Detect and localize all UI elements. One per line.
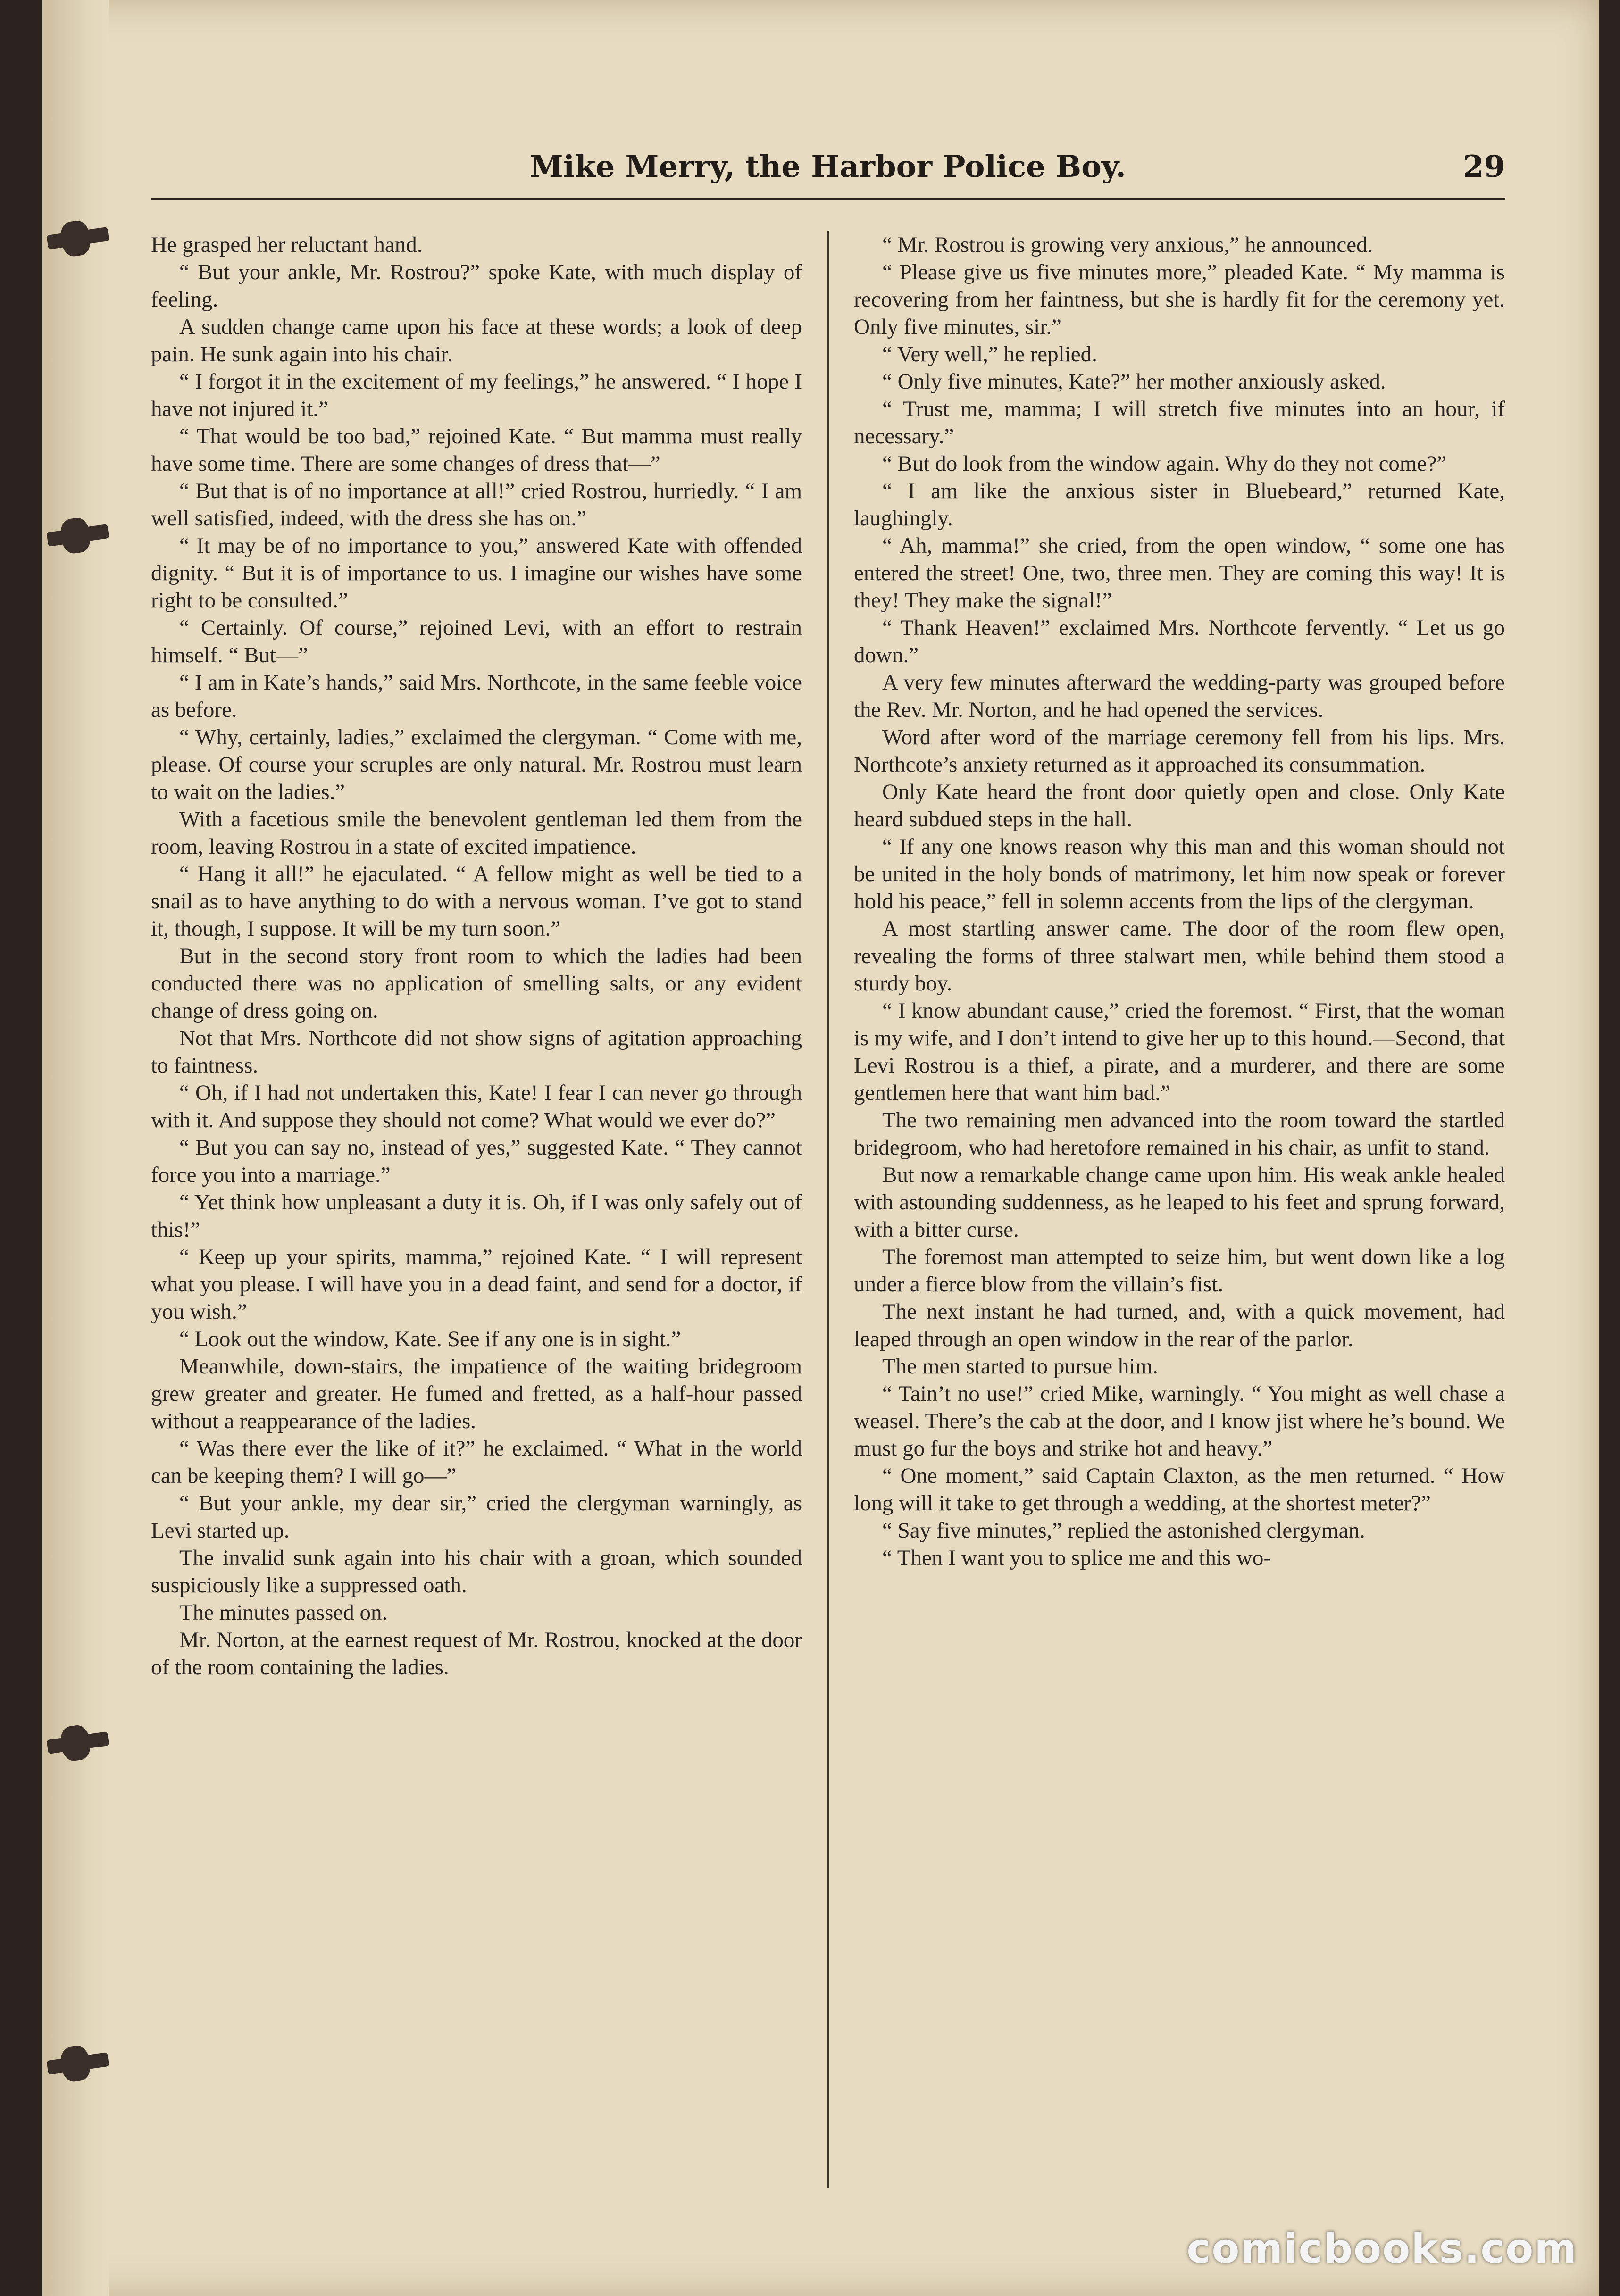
paragraph: “ Then I want you to splice me and this wo-: [882, 1546, 1271, 1570]
paragraph: “ Oh, if I had not undertaken this, Kate! I fear I can never go through with it. And suppose they should not come? What would we ever do?”: [151, 1081, 802, 1132]
paragraph: “ Only five minutes, Kate?” her mother anxiously asked.: [882, 369, 1386, 394]
paragraph: “ One moment,” said Captain Claxton, as the men returned. “ How long will it take to get through a wedding, at the shortest meter?”: [854, 1464, 1505, 1515]
paragraph: “ It may be of no importance to you,” answered Kate with offended dignity. “ But it is of importance to us. I imagine our wishes have some right to be consulted.”: [151, 533, 802, 613]
paragraph: But now a remarkable change came upon him. His weak ankle healed with astounding suddenness, as he leaped to his feet and sprung forward, with a bitter curse.: [854, 1163, 1505, 1242]
paragraph: The two remaining men advanced into the room toward the startled bridegroom, who had heretofore remained in his chair, as unfit to stand.: [854, 1108, 1505, 1160]
paragraph: “ Please give us five minutes more,” pleaded Kate. “ My mamma is recovering from her faintness, but she is hardly fit for the ceremony yet. Only five minutes, sir.”: [854, 260, 1505, 339]
paragraph: A sudden change came upon his face at these words; a look of deep pain. He sunk again into his chair.: [151, 315, 802, 366]
paragraph: “ Was there ever the like of it?” he exclaimed. “ What in the world can be keeping them? I will go—”: [151, 1436, 802, 1488]
paragraph: “ I forgot it in the excitement of my feelings,” he answered. “ I hope I have not injured it.”: [151, 369, 802, 421]
paragraph: Not that Mrs. Northcote did not show signs of agitation approaching to faintness.: [151, 1026, 802, 1078]
paragraph: “ But that is of no importance at all!” cried Rostrou, hurriedly. “ I am well satisfied, indeed, with the dress she has on.”: [151, 479, 802, 531]
page-number: 29: [1462, 149, 1505, 184]
paragraph: “ Very well,” he replied.: [882, 342, 1097, 366]
paragraph: “ Certainly. Of course,” rejoined Levi, with an effort to restrain himself. “ But—”: [151, 616, 802, 667]
page-header: [151, 141, 1505, 200]
paragraph: Only Kate heard the front door quietly open and close. Only Kate heard subdued steps in the hall.: [854, 780, 1505, 832]
paragraph: “ If any one knows reason why this man and this woman should not be united in the holy bonds of matrimony, let him now speak or forever hold his peace,” fell in solemn accents from the lips of the clergyman.: [854, 834, 1505, 914]
paragraph: A most startling answer came. The door of the room flew open, revealing the forms of three stalwart men, while behind them stood a sturdy boy.: [854, 916, 1505, 996]
column-divider: [827, 231, 829, 2188]
right-column: [854, 231, 1505, 2188]
paragraph: Mr. Norton, at the earnest request of Mr. Rostrou, knocked at the door of the room containing the ladies.: [151, 1628, 802, 1680]
text-columns: [151, 231, 1505, 2188]
paragraph: With a facetious smile the benevolent gentleman led them from the room, leaving Rostrou in a state of excited impatience.: [151, 807, 802, 859]
paragraph: The men started to pursue him.: [882, 1354, 1158, 1379]
paragraph: “ But your ankle, Mr. Rostrou?” spoke Kate, with much display of feeling.: [151, 260, 802, 312]
binding-stitch: [47, 2052, 109, 2075]
paragraph: “ That would be too bad,” rejoined Kate. “ But mamma must really have some time. There are some changes of dress that—”: [151, 424, 802, 476]
paragraph: The invalid sunk again into his chair with a groan, which sounded suspiciously like a suppressed oath.: [151, 1546, 802, 1597]
paragraph: “ Say five minutes,” replied the astonished clergyman.: [882, 1518, 1365, 1543]
left-column: [151, 231, 802, 2188]
paragraph: Word after word of the marriage ceremony fell from his lips. Mrs. Northcote’s anxiety returned as it approached its consummation.: [854, 725, 1505, 777]
paragraph: “ But you can say no, instead of yes,” suggested Kate. “ They cannot force you into a marriage.”: [151, 1135, 802, 1187]
paragraph: The foremost man attempted to seize him, but went down like a log under a fierce blow from the villain’s fist.: [854, 1245, 1505, 1297]
paragraph: The next instant he had turned, and, with a quick movement, had leaped through an open window in the rear of the parlor.: [854, 1299, 1505, 1351]
paragraph: “ I am like the anxious sister in Bluebeard,” returned Kate, laughingly.: [854, 479, 1505, 531]
paragraph: “ Mr. Rostrou is growing very anxious,” he announced.: [882, 233, 1373, 257]
paragraph: A very few minutes afterward the wedding-party was grouped before the Rev. Mr. Norton, and he had opened the services.: [854, 670, 1505, 722]
paragraph: “ I am in Kate’s hands,” said Mrs. Northcote, in the same feeble voice as before.: [151, 670, 802, 722]
paragraph: “ I know abundant cause,” cried the foremost. “ First, that the woman is my wife, and I don’t intend to give her up to this hound.—Second, that Levi Rostrou is a thief, a pirate, and a murderer, and there are some gentlemen here that want him bad.”: [854, 998, 1505, 1105]
running-title: Mike Merry, the Harbor Police Boy.: [530, 149, 1126, 184]
paragraph: “ Trust me, mamma; I will stretch five minutes into an hour, if necessary.”: [854, 397, 1505, 449]
paragraph: He grasped her reluctant hand.: [151, 233, 423, 257]
paragraph: The minutes passed on.: [179, 1600, 388, 1625]
paragraph: “ Ah, mamma!” she cried, from the open window, “ some one has entered the street! One, two, three men. They are coming this way! It is they! They make the signal!”: [854, 533, 1505, 613]
paragraph: “ Keep up your spirits, mamma,” rejoined Kate. “ I will represent what you please. I will have you in a dead faint, and send for a doctor, if you wish.”: [151, 1245, 802, 1324]
paragraph: But in the second story front room to which the ladies had been conducted there was no application of smelling salts, or any evident change of dress going on.: [151, 944, 802, 1023]
binding-stitch: [47, 227, 109, 250]
paragraph: “ Hang it all!” he ejaculated. “ A fellow might as well be tied to a snail as to have anything to do with a nervous woman. I’ve got to stand it, though, I suppose. It will be my turn soon.”: [151, 862, 802, 941]
paragraph: “ Why, certainly, ladies,” exclaimed the clergyman. “ Come with me, please. Of course your scruples are only natural. Mr. Rostrou must learn to wait on the ladies.”: [151, 725, 802, 804]
paragraph: “ Yet think how unpleasant a duty it is. Oh, if I was only safely out of this!”: [151, 1190, 802, 1242]
paragraph: “ But do look from the window again. Why do they not come?”: [882, 451, 1447, 476]
paragraph: Meanwhile, down-stairs, the impatience of the waiting bridegroom grew greater and greater. He fumed and fretted, as a half-hour passed without a reappearance of the ladies.: [151, 1354, 802, 1433]
binding-stitch: [47, 524, 109, 547]
paragraph: “ Tain’t no use!” cried Mike, warningly. “ You might as well chase a weasel. There’s the cab at the door, and I know jist where he’s bound. We must go fur the boys and strike hot and heavy.”: [854, 1381, 1505, 1461]
page-binding-edge: [42, 0, 109, 2296]
binding-stitch: [47, 1731, 109, 1754]
paragraph: “ Look out the window, Kate. See if any one is in sight.”: [179, 1327, 681, 1351]
paragraph: “ But your ankle, my dear sir,” cried the clergyman warningly, as Levi started up.: [151, 1491, 802, 1543]
watermark: comicbooks.com: [1186, 2225, 1578, 2272]
paragraph: “ Thank Heaven!” exclaimed Mrs. Northcote fervently. “ Let us go down.”: [854, 616, 1505, 667]
